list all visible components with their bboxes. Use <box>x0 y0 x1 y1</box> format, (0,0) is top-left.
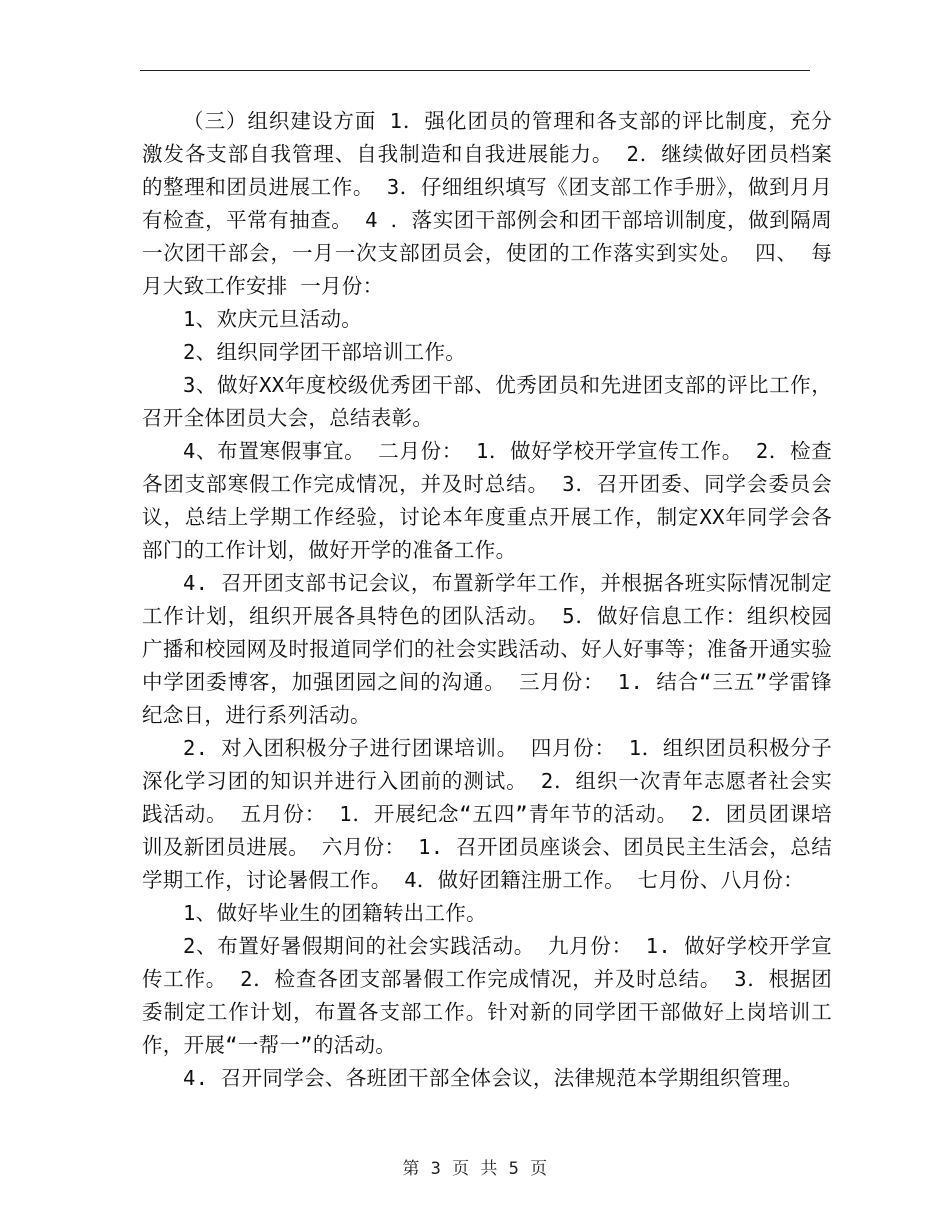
paragraph: 4. 召开团支部书记会议，布置新学年工作，并根据各班实际情况制定工作计划，组织开展各具特色的团队活动。 5．做好信息工作：组织校园广播和校园网及时报道同学们的社会实践活动、好人好事等；准备开通实验中学团委博客，加强团园之间的沟通。 三月份： 1. 结合“三五”学雷锋纪念日，进行系列活动。 <box>142 571 832 727</box>
paragraph: 4、布置寒假事宜。 二月份： 1．做好学校开学宣传工作。 2．检查各团支部寒假工作完成情况，并及时总结。 3．召开团委、同学会委员会议，总结上学期工作经验，讨论本年度重点开展工作，制定XX年同学会各部门的工作计划，做好开学的准备工作。 <box>142 439 832 562</box>
paragraph: 1、欢庆元旦活动。 <box>183 307 363 331</box>
paragraph: 4. 召开同学会、各班团干部全体会议，法律规范本学期组织管理。 <box>183 1066 804 1090</box>
paragraph: 2、布置好暑假期间的社会实践活动。 九月份： 1. 做好学校开学宣传工作。 2．检查各团支部暑假工作完成情况，并及时总结。 3．根据团委制定工作计划，布置各支部工作。针对新的同学团干部做好上岗培训工作，开展“一帮一”的活动。 <box>142 934 832 1057</box>
document-body <box>142 105 832 1095</box>
paragraph: 2、组织同学团干部培训工作。 <box>183 340 467 364</box>
page-number-footer: 第 3 页 共 5 页 <box>402 1159 548 1179</box>
header-rule <box>140 70 810 71</box>
paragraph: 3、做好XX年度校级优秀团干部、优秀团员和先进团支部的评比工作，召开全体团员大会，总结表彰。 <box>142 373 832 430</box>
paragraph: 2. 对入团积极分子进行团课培训。 四月份： 1．组织团员积极分子深化学习团的知识并进行入团前的测试。 2．组织一次青年志愿者社会实践活动。 五月份： 1．开展纪念“五四”青年节的活动。 2．团员团课培训及新团员进展。 六月份： 1. 召开团员座谈会、团员民主生活会，总结学期工作，讨论暑假工作。 4．做好团籍注册工作。 七月份、八月份： <box>142 736 832 892</box>
paragraph: （三）组织建设方面 1．强化团员的管理和各支部的评比制度，充分激发各支部自我管理、自我制造和自我进展能力。 2．继续做好团员档案的整理和团员进展工作。 3．仔细组织填写《团支部工作手册》，做到月月有检查，平常有抽查。 4 ．落实团干部例会和团干部培训制度，做到隔周一次团干部会，一月一次支部团员会，使团的工作落实到实处。 四、 每月大致工作安排 一月份： <box>142 109 832 298</box>
paragraph: 1、做好毕业生的团籍转出工作。 <box>183 901 487 925</box>
